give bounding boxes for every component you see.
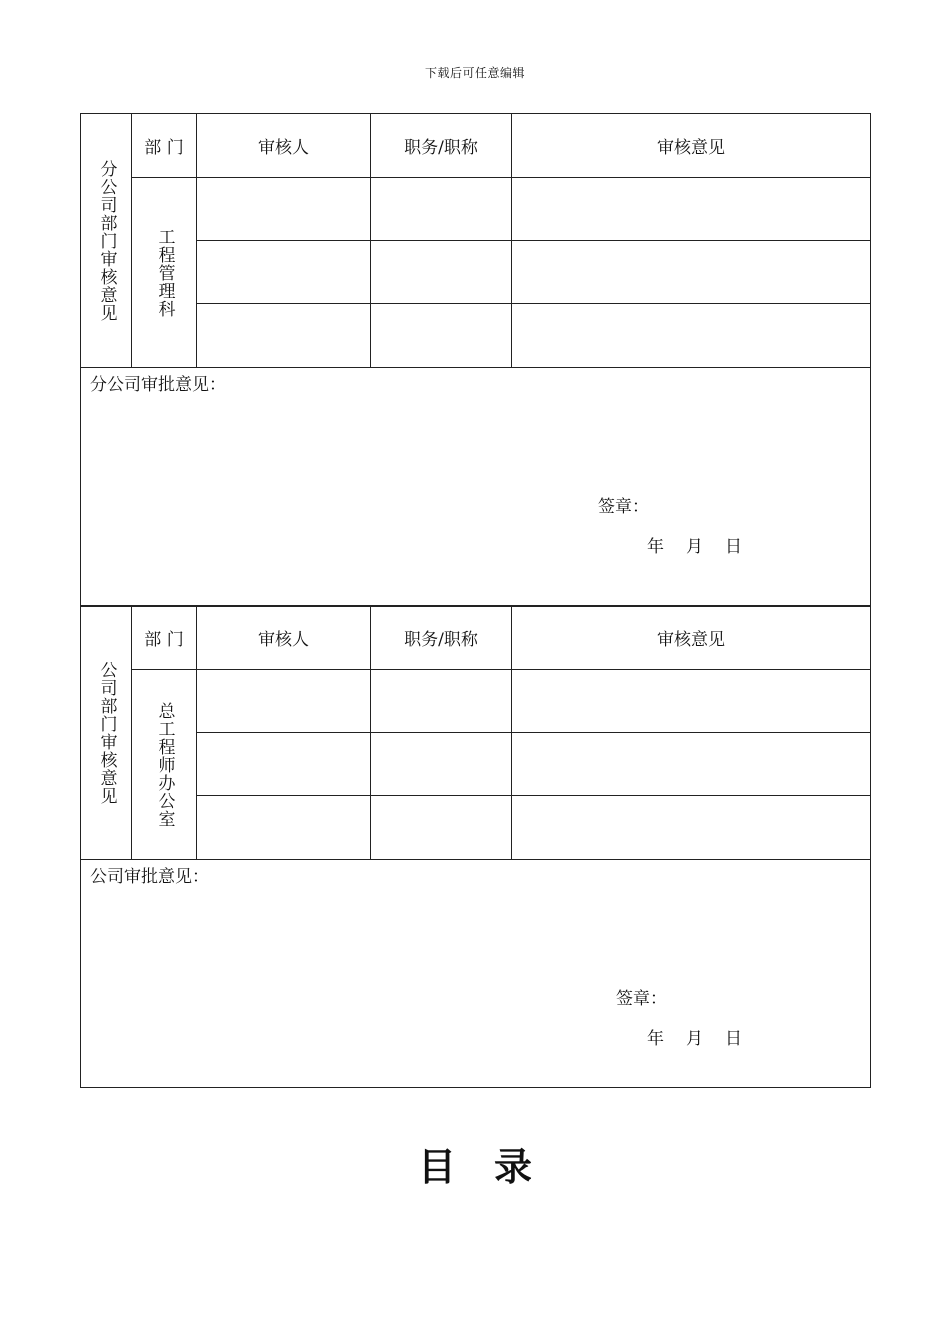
reviewer-field[interactable] [197,241,371,304]
col-dept-header: 部 门 [132,114,197,178]
date-line [647,1024,742,1049]
group-label-cell [81,606,132,860]
col-reviewer-header: 审核人 [197,606,371,670]
date-line [647,532,742,557]
approval-label: 公司审批意见： [90,867,209,887]
opinion-field[interactable] [512,178,871,241]
col-reviewer-header: 审核人 [197,114,371,178]
group-label-cell [81,114,132,368]
group-label: 分公司部门审核意见 [96,159,117,322]
reviewer-field[interactable] [197,670,371,733]
dept-name: 工程管理科 [154,227,175,318]
position-field[interactable] [371,670,512,733]
reviewer-field[interactable] [197,178,371,241]
opinion-field[interactable] [512,796,871,860]
approval-label: 分公司审批意见： [90,375,226,395]
opinion-field[interactable] [512,670,871,733]
col-opinion-header: 审核意见 [512,606,871,670]
position-field[interactable] [371,178,512,241]
col-position-header: 职务/职称 [371,606,512,670]
position-field[interactable] [371,304,512,368]
seal-label: 签章： [616,989,667,1009]
position-field[interactable] [371,733,512,796]
dept-name: 总工程师办公室 [154,701,175,828]
dept-name-cell [132,670,197,860]
approval-box[interactable] [81,860,871,1088]
day-label: 日 [725,1029,742,1049]
opinion-field[interactable] [512,733,871,796]
approval-box[interactable] [81,368,871,607]
year-label: 年 [647,1029,664,1049]
group-label: 公司部门审核意见 [96,660,117,805]
company-review-table [80,605,871,1088]
branch-review-table [80,113,871,607]
month-label: 月 [686,1029,703,1049]
position-field[interactable] [371,241,512,304]
toc-title: 目录 [417,1144,570,1189]
col-dept-header: 部 门 [132,606,197,670]
reviewer-field[interactable] [197,733,371,796]
position-field[interactable] [371,796,512,860]
day-label: 日 [725,537,742,557]
page-header: 下载后可任意编辑 [424,66,525,80]
reviewer-field[interactable] [197,304,371,368]
reviewer-field[interactable] [197,796,371,860]
opinion-field[interactable] [512,304,871,368]
year-label: 年 [647,537,664,557]
col-opinion-header: 审核意见 [512,114,871,178]
opinion-field[interactable] [512,241,871,304]
dept-name-cell [132,178,197,368]
seal-label: 签章： [598,497,649,517]
month-label: 月 [686,537,703,557]
col-position-header: 职务/职称 [371,114,512,178]
